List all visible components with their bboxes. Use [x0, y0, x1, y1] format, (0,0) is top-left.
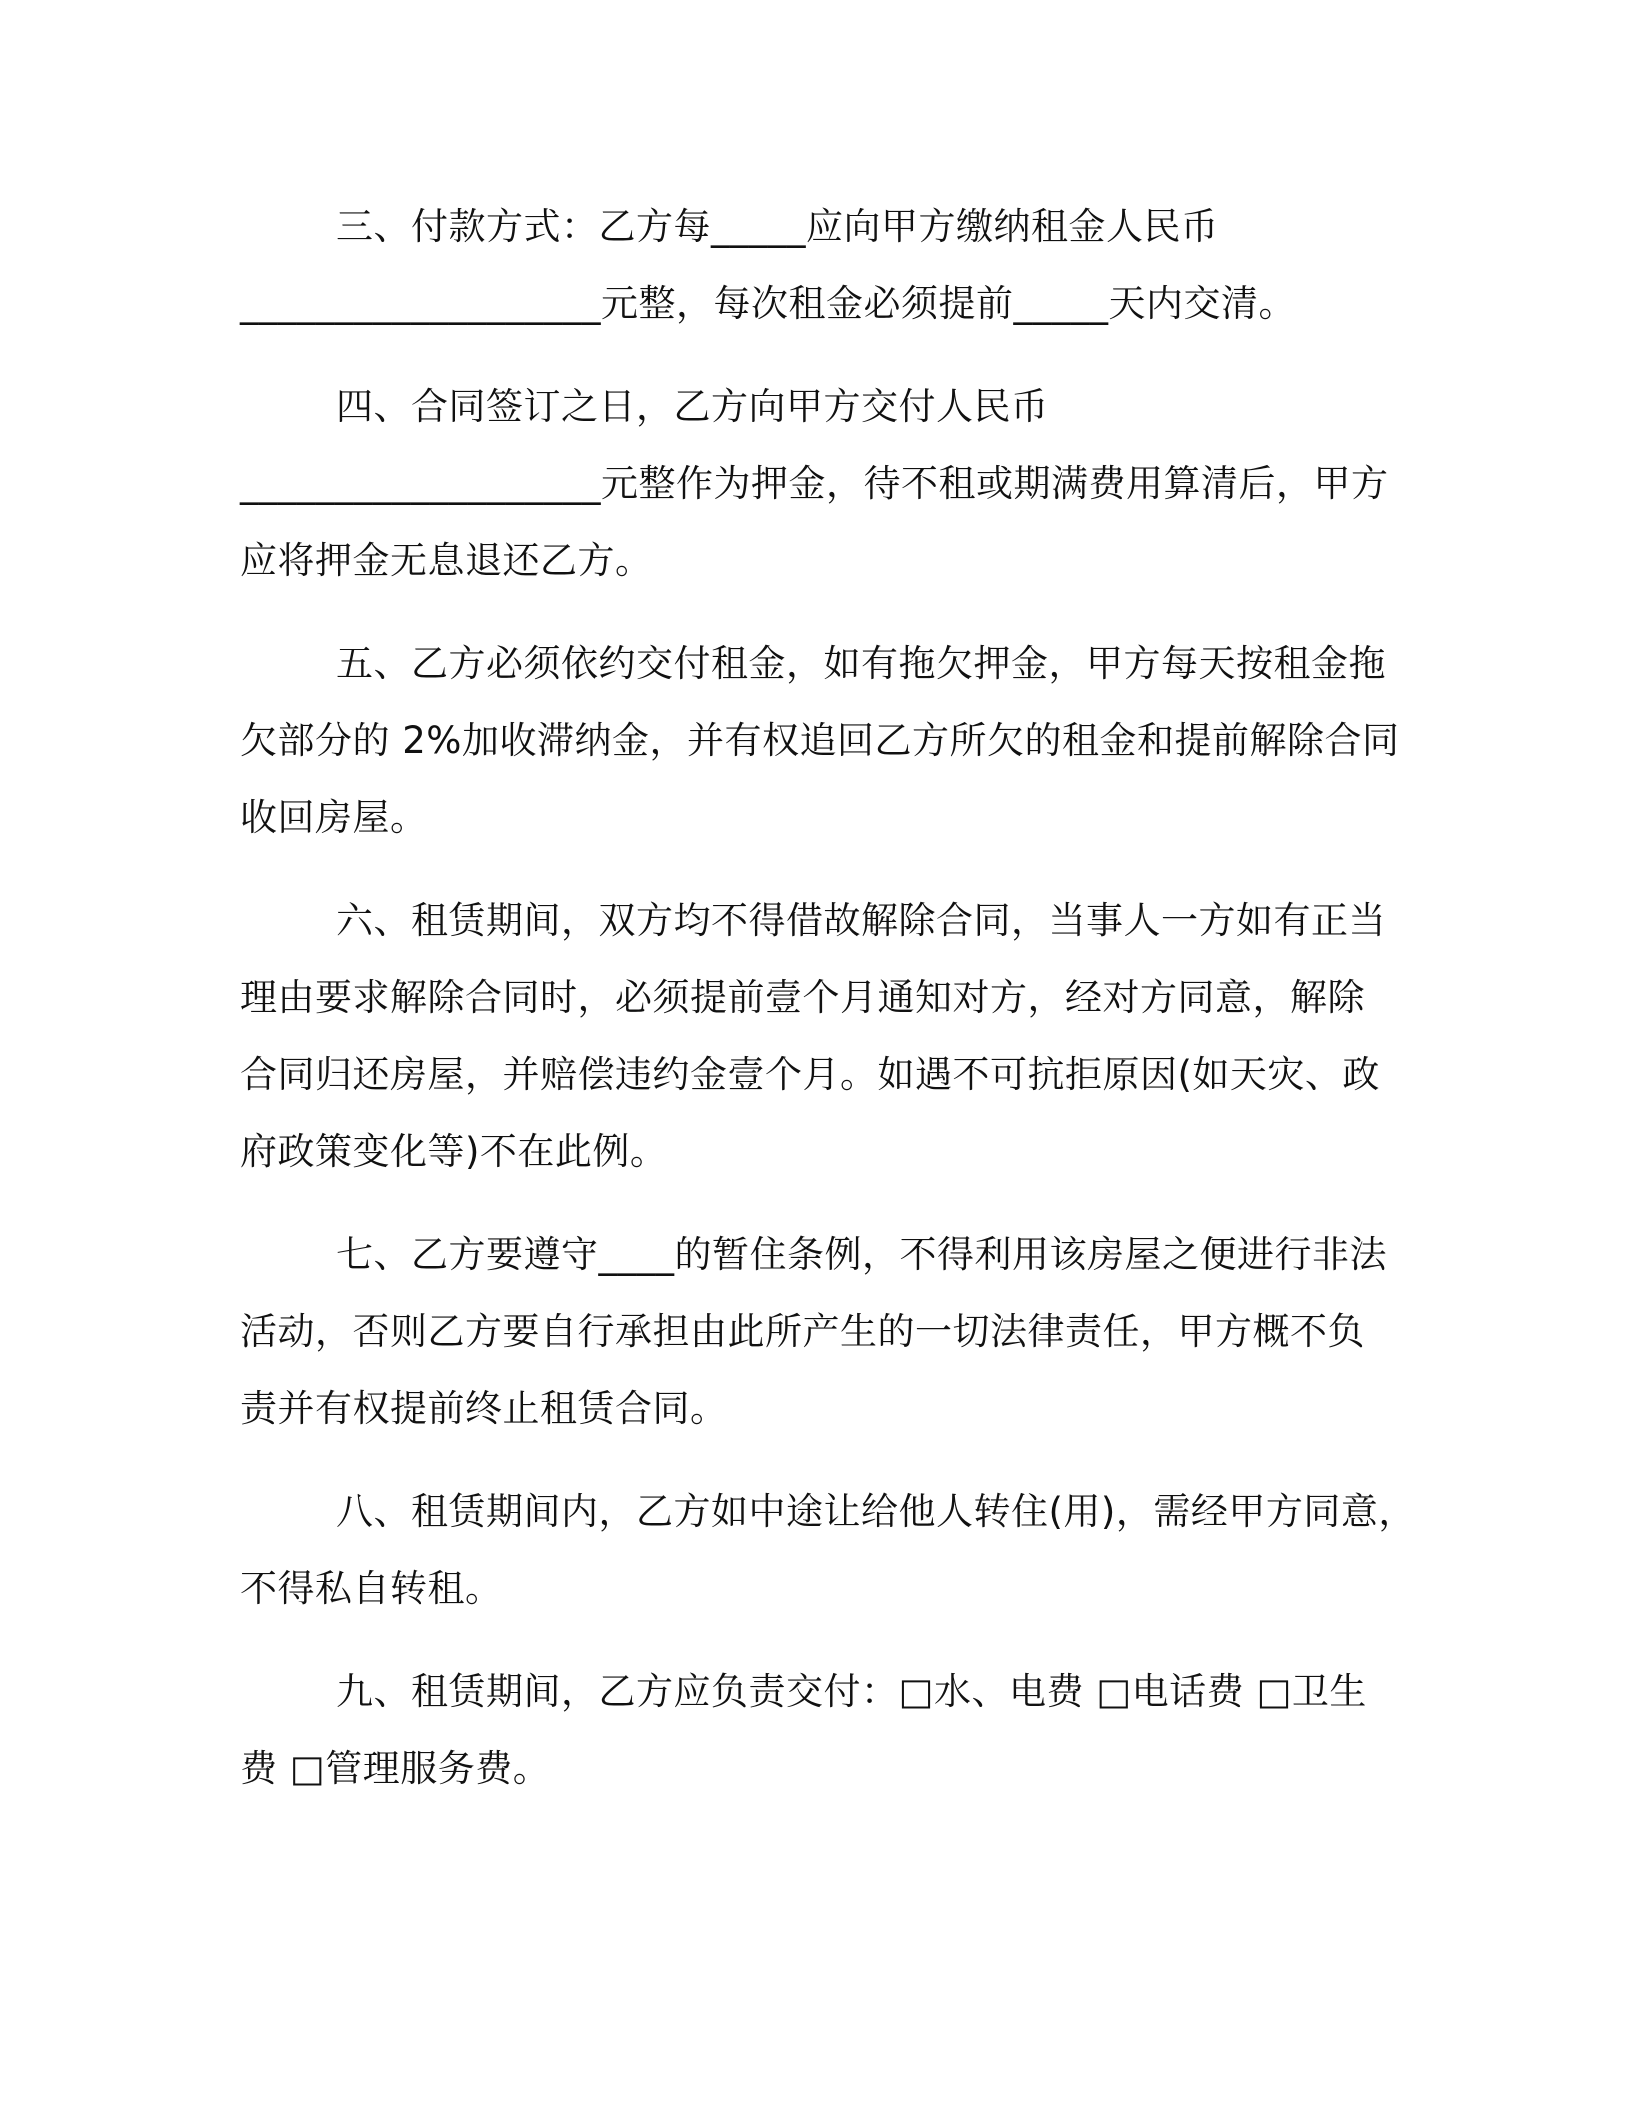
clause-7-regulations	[240, 1216, 1387, 1447]
clause-5-late-fee	[240, 625, 1400, 856]
clause-line: 七、乙方要遵守____的暂住条例，不得利用该房屋之便进行非法	[336, 1233, 1387, 1276]
clause-line: 责并有权提前终止租赁合同。	[240, 1387, 728, 1430]
clause-4-deposit	[240, 368, 1389, 599]
clause-line: ___________________元整，每次租金必须提前_____天内交清。	[240, 282, 1296, 325]
clause-3-payment-method	[240, 188, 1380, 342]
clause-line: 不得私自转租。	[240, 1567, 503, 1610]
clause-line: 八、租赁期间内，乙方如中途让给他人转住(用)，需经甲方同意，	[336, 1490, 1416, 1533]
clause-line: 应将押金无息退还乙方。	[240, 539, 653, 582]
clause-9-utilities	[240, 1653, 1380, 1807]
clause-line: 活动，否则乙方要自行承担由此所产生的一切法律责任，甲方概不负	[240, 1310, 1365, 1353]
clause-6-termination	[240, 882, 1386, 1190]
clause-line: 五、乙方必须依约交付租金，如有拖欠押金，甲方每天按租金拖	[336, 642, 1386, 685]
clause-line: 三、付款方式：乙方每_____应向甲方缴纳租金人民币	[336, 205, 1219, 248]
clause-line: 六、租赁期间，双方均不得借故解除合同，当事人一方如有正当	[336, 899, 1386, 942]
clause-8-sublet	[240, 1473, 1416, 1627]
clause-line: 四、合同签订之日，乙方向甲方交付人民币	[336, 385, 1049, 428]
clause-line: 收回房屋。	[240, 796, 428, 839]
clause-line: 欠部分的 2%加收滞纳金，并有权追回乙方所欠的租金和提前解除合同	[240, 719, 1400, 762]
clause-line: 费 □管理服务费。	[240, 1747, 551, 1790]
clause-line: 合同归还房屋，并赔偿违约金壹个月。如遇不可抗拒原因(如天灾、政	[240, 1053, 1380, 1096]
clause-line: ___________________元整作为押金，待不租或期满费用算清后，甲方	[240, 462, 1389, 505]
contract-body	[240, 188, 1416, 1833]
clause-line: 理由要求解除合同时，必须提前壹个月通知对方，经对方同意，解除	[240, 976, 1365, 1019]
clause-line: 九、租赁期间，乙方应负责交付：□水、电费 □电话费 □卫生	[336, 1670, 1367, 1713]
clause-line: 府政策变化等)不在此例。	[240, 1130, 668, 1173]
